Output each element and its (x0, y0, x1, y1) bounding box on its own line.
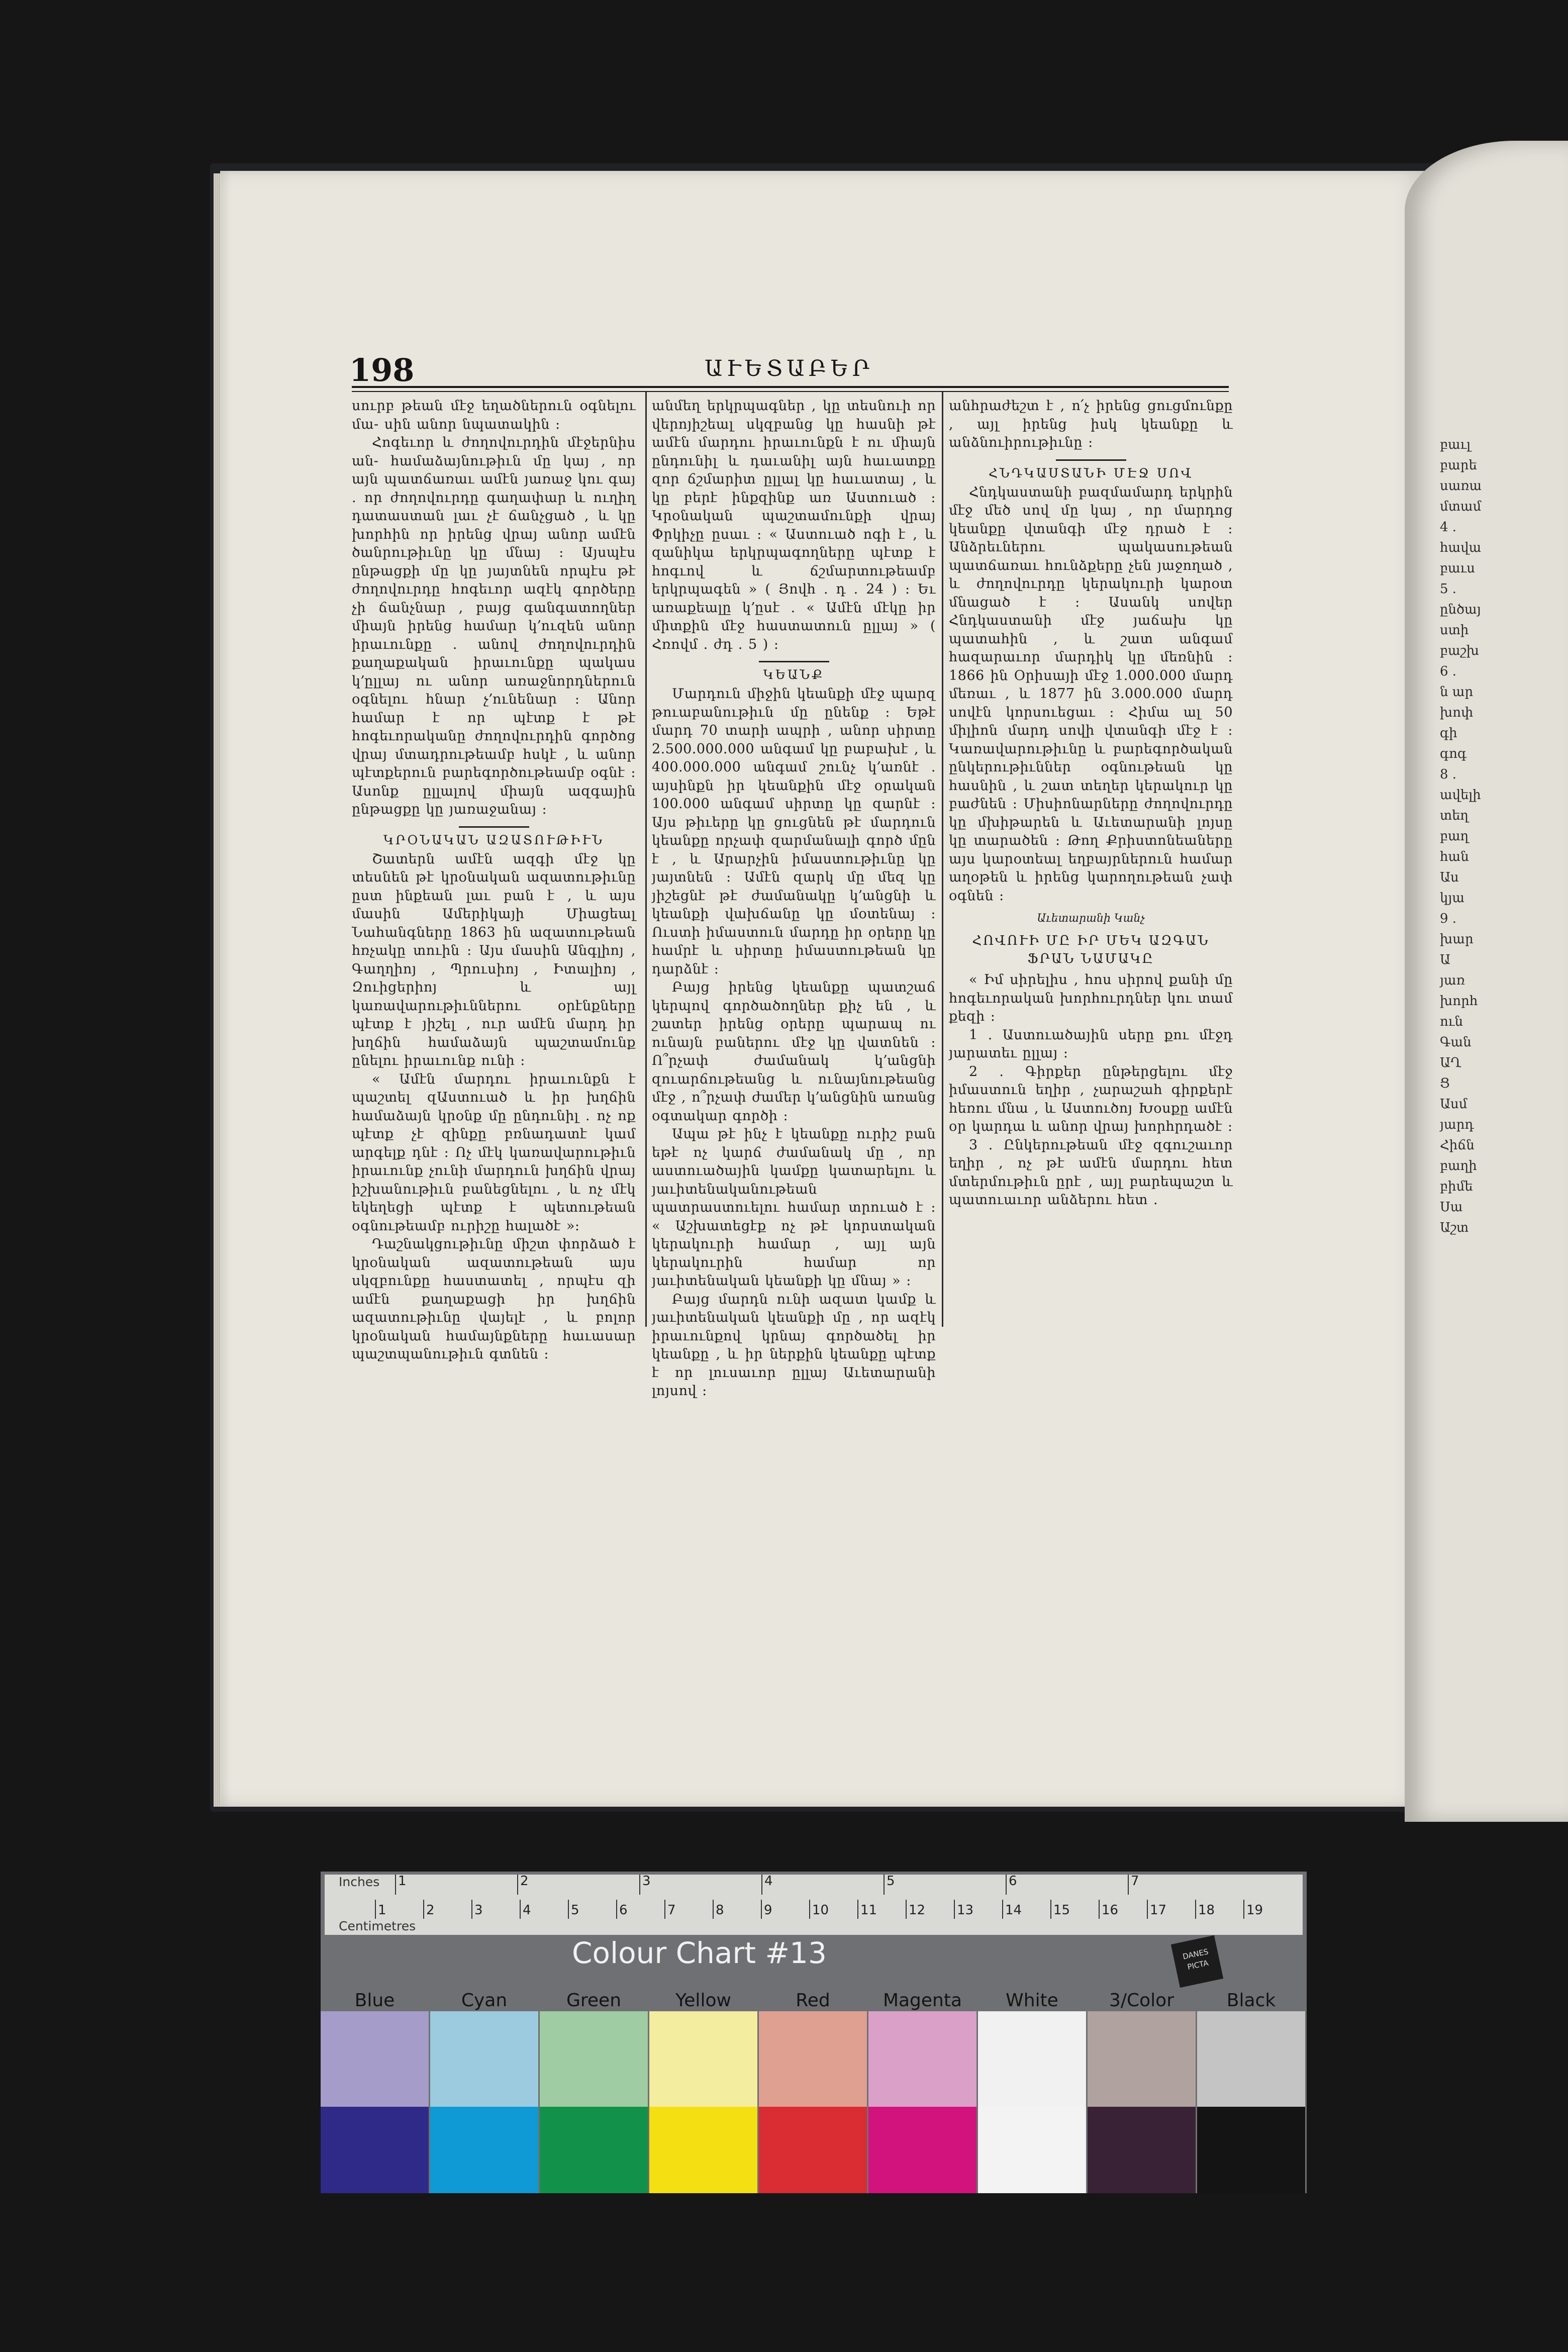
paragraph: 2 . Գիրքեր ընթերցելու մէջ իմաստուն եղիր , չարաշահ գիրքերէ հեռու մնա , և Աստուծոյ Խօսքը ամէն օր կարդա և անոր վրայ խորհրդածէ : (949, 1063, 1233, 1134)
facing-page-text: յարդ (1440, 1117, 1474, 1132)
ruler-inch-number: 4 (764, 1874, 773, 1889)
ruler-tick (423, 1900, 424, 1919)
facing-page-text: 5 . (1440, 581, 1457, 597)
swatch-label: Magenta (883, 1990, 962, 2011)
swatch-tint (321, 2011, 429, 2107)
facing-page-text: ավելի (1440, 788, 1481, 803)
ruler-inch-number: 5 (887, 1874, 895, 1889)
ruler-tick (1099, 1900, 1100, 1919)
paragraph: Հոգեւոր և ժողովուրդին մէջերնիս ան- համաձայնութիւն մը կայ , որ այն պատճառաւ ամէն յառաջ կու գայ . որ ժողովուրդը գաղափար և ուղիղ դատաստան լաւ չէ ճանչցած , և կը խորհին որ իրենց վրայ անոր ամէն ծանրութիւնը կը մնայ : Այսպէս ընթացքի մը կը յայտնեն որպէս թէ ժողովուրդը հոգեւոր ազէկ գործերը չի ճանչնար , բայց գանգատողներ միայն իրենց համար կ՚ուզեն անոր իրաւունքը . անով ժողովուրդին քաղաքական իրաւունքը պակաս կ՚ըլլայ ու անոր առաջնորդներուն օգնելու հնար չ՚ունենար : Անոր համար է որ պէտք է թէ հոգեւորականը ժողովուրդին գործոց վրայ մտադրութեամբ հսկէ , և անոր պէտքերուն բարեգործութեամբ օգնէ : Ասոնք ըլլալով միայն ազգային ընթացքը կը յառաջանայ : (352, 435, 636, 817)
danes-picta-logo: DANES PICTA (1171, 1935, 1223, 1988)
facing-page-text: բարե (1440, 458, 1477, 473)
paragraph: Դաշնակցութիւնը միշտ փորձած է կրօնական ազատութեան այս սկզբունքը հաստատել , որպէս զի ամէն քաղաքացի իր խղճին ազատութիւնը վայելէ , և բոլոր կրօնական համայնքները հաւասար պաշտպանութիւն գտնեն : (352, 1236, 636, 1362)
signature: Աւետարանի Կանչ (1037, 912, 1145, 925)
ruler-cm-number: 7 (667, 1903, 676, 1918)
swatch-solid (1088, 2107, 1196, 2193)
swatch-label: 3/Color (1109, 1990, 1174, 2011)
header-rule (352, 386, 1229, 392)
swatch-label: Red (796, 1990, 830, 2011)
facing-page-text: տեղ (1440, 808, 1469, 823)
paragraph: անհրաժեշտ է , ո՛չ իրենց ցուցմունքը , այլ իրենց իսկ կեանքը և անձնուիրութիւնը : (949, 398, 1233, 450)
paragraph: Մարդուն միջին կեանքի մէջ պարզ թուաբանութիւն մը ընենք : Եթէ մարդ 70 տարի ապրի , անոր սիրտը 2.500.000.000 անգամ կը բաբախէ , և 400.000.000 անգամ շունչ կ՚առնէ . այսինքն իր կեանքին մէջ օրական 100.000 անգամ սիրտը կը զարնէ : Այս թիւերը կը ցուցնեն թէ մարդուն կեանքը որչափ զարմանալի գործ մըն է , և Արարչին իմաստութիւնը կը յայտնեն : Ամէն զարկ մը մեզ կը յիշեցնէ թէ ժամանակը կ՚անցնի և կեանքի վախճանը կը մօտենայ : Ուստի իմաստուն մարդը իր օրերը կը համրէ և սիրտը իմաստութեան կը դարձնէ : (652, 686, 936, 977)
ruler-cm-number: 11 (860, 1903, 877, 1918)
swatch-solid (649, 2107, 757, 2193)
facing-page-text: 8 . (1440, 767, 1457, 782)
ruler-cm-number: 18 (1198, 1903, 1215, 1918)
paragraph: 1 . Աստուածային սերը քու մէջդ յարատեւ ըլլայ : (949, 1027, 1233, 1061)
ruler (325, 1875, 1303, 1935)
ruler-cm-number: 16 (1102, 1903, 1119, 1918)
ruler-tick (471, 1900, 472, 1919)
section-heading: ԿՐՕՆԱԿԱՆ ԱԶԱՏՈՒԹԻՒՆ (383, 832, 604, 847)
facing-page-text: բաւս (1440, 561, 1476, 576)
ruler-cm-number: 4 (523, 1903, 531, 1918)
facing-page-text: Գան (1440, 1035, 1472, 1050)
ruler-cm-number: 2 (426, 1903, 435, 1918)
ruler-tick (375, 1900, 376, 1919)
facing-page-text: մտամ (1440, 499, 1482, 514)
ruler-tick (517, 1875, 518, 1895)
ruler-tick (1243, 1900, 1244, 1919)
facing-page-text: գոգ (1440, 746, 1467, 761)
facing-page-text: ԱՂ (1440, 1055, 1461, 1070)
ruler-tick (520, 1900, 521, 1919)
page-header (349, 352, 1229, 387)
facing-page-text: յառ (1440, 973, 1465, 988)
section-heading: ԿԵԱՆՔ (763, 667, 825, 682)
column-divider (942, 392, 943, 1327)
swatch-label: White (1006, 1990, 1058, 2011)
ruler-inch-number: 3 (642, 1874, 651, 1889)
chart-title: Colour Chart #13 (572, 1936, 827, 1970)
facing-page-text: Ա (1440, 952, 1451, 967)
facing-page-text: Սա (1440, 1200, 1463, 1215)
section-heading: ՀՆԴԿԱՍՏԱՆԻ ՄԷՋ ՍՈՎ (988, 465, 1194, 480)
ruler-tick (1147, 1900, 1148, 1919)
swatch-solid (321, 2107, 429, 2193)
ruler-cm-number: 8 (716, 1903, 724, 1918)
swatch-tint (1088, 2011, 1196, 2107)
ruler-cm-number: 17 (1150, 1903, 1167, 1918)
ruler-cm-number: 6 (619, 1903, 628, 1918)
facing-page-text: ուն (1440, 1014, 1463, 1029)
swatch-tint (649, 2011, 757, 2107)
paragraph: սուրբ թեան մէջ եղածներուն օգնելու մա- սին անոր նպատակին : (352, 398, 636, 432)
right-column (949, 397, 1233, 1210)
ruler-tick (1002, 1900, 1003, 1919)
ruler-tick (713, 1900, 714, 1919)
facing-page-text: խոփ (1440, 705, 1474, 720)
ruler-tick (809, 1900, 810, 1919)
ruler-tick (568, 1900, 569, 1919)
ruler-tick (884, 1875, 885, 1895)
ruler-tick (395, 1875, 396, 1895)
paragraph: Բայց իրենց կեանքը պատշաճ կերպով գործածողներ քիչ են , և շատեր իրենց օրերը պարապ ու ունայն բաներու մէջ կը վատնեն : Ո՞րչափ ժամանակ կ՚անցնի զուարճութեանց և ունայնութեանց մէջ , ո՞րչափ ժամեր կ՚անցնին առանց օգտակար գործի : (652, 979, 936, 1124)
ruler-cm-number: 3 (474, 1903, 483, 1918)
ruler-cm-number: 12 (909, 1903, 926, 1918)
paragraph: Ապա թէ ինչ է կեանքը ուրիշ բան եթէ ոչ կարճ ժամանակ մը , որ աստուածային կամքը կատարելու և յաւիտենականութեան պատրաստուելու համար տրուած է : « Աշխատեցէք ոչ թէ կորստական կերակուրի համար , այլ այն կերակուրին համար որ յաւիտենական կեանքի կը մնայ » : (652, 1126, 936, 1289)
facing-page-text: բաշխ (1440, 643, 1479, 658)
facing-page-text: Հիճն (1440, 1138, 1475, 1153)
ruler-inch-number: 2 (520, 1874, 529, 1889)
ruler-tick (639, 1875, 640, 1895)
swatch-label: Green (566, 1990, 622, 2011)
ruler-tick (1006, 1875, 1007, 1895)
swatch-tint (759, 2011, 867, 2107)
ruler-inch-number: 6 (1009, 1874, 1017, 1889)
column-divider (645, 392, 647, 1327)
ruler-tick (1195, 1900, 1196, 1919)
swatch-tint (978, 2011, 1086, 2107)
facing-page-text: 9 . (1440, 911, 1457, 926)
facing-page-text: հավա (1440, 540, 1482, 555)
facing-page-text: բիմե (1440, 1179, 1473, 1194)
swatch-tint (430, 2011, 538, 2107)
ruler-tick (1050, 1900, 1051, 1919)
section-rule (1056, 459, 1126, 461)
ruler-cm-number: 10 (812, 1903, 829, 1918)
facing-page-text: Աշտ (1440, 1220, 1469, 1235)
facing-page-text: սառա (1440, 478, 1482, 494)
facing-page-text: ընծայ (1440, 602, 1481, 617)
swatch-tint (1197, 2011, 1305, 2107)
paragraph: 3 . Ընկերութեան մէջ զգուշաւոր եղիր , ոչ թէ ամէն մարդու հետ մտերմութիւն ըրէ , այլ բարեպաշտ և պատուաւոր անձերու հետ . (949, 1137, 1233, 1208)
section-heading: ՀՈՎՈՒԻ ՄԸ ԻՐ ՄԵԿ ԱԶԳԱՆ ՖՐԱՆ ՆԱՄԱԿԸ (972, 933, 1210, 966)
facing-page-text: բաղ (1440, 829, 1469, 844)
facing-page (1405, 141, 1568, 1822)
ruler-cm-number: 19 (1246, 1903, 1263, 1918)
facing-page-text: 4 . (1440, 520, 1457, 535)
swatch-solid (540, 2107, 648, 2193)
ruler-tick (761, 1875, 762, 1895)
facing-page-text: Աս (1440, 870, 1459, 885)
ruler-cm-label: Centimetres (339, 1919, 416, 1933)
ruler-cm-number: 14 (1005, 1903, 1022, 1918)
swatch-solid (978, 2107, 1086, 2193)
facing-page-text: հան (1440, 849, 1469, 864)
ruler-tick (616, 1900, 617, 1919)
ruler-tick (906, 1900, 907, 1919)
facing-page-text: Ց (1440, 1076, 1450, 1091)
ruler-cm-number: 9 (764, 1903, 772, 1918)
swatch-tint (868, 2011, 976, 2107)
paragraph: Հնդկաստանի բազմամարդ երկրին մէջ մեծ սով մը կայ , որ մարդոց կեանքը վտանգի մէջ դրած է : Անձրեւներու պակասութեան պատճառաւ հունձքերը չեն յաջողած , և ժողովուրդը կերակուրի կարօտ մնացած է : Ասանկ սովեր Հնդկաստանի մէջ յաճախ կը պատահին , և շատ անգամ հազարաւոր մարդիկ կը մեռնին : 1866 ին Օրիսայի մէջ 1.000.000 մարդ մեռաւ , և 1877 ին 3.000.000 մարդ սովէն կորսուեցաւ : Հիմա ալ 50 միլիոն մարդ սովի վտանգի մէջ է : Կառավարութիւնը և բարեգործական ընկերութիւններ օգնութեան կը հասնին , և շատ տեղեր կերակուր կը բաժնեն : Միսիոնարները ժողովուրդը կը մխիթարեն և Աւետարանի լոյսը կը տարածեն : Թող Քրիստոնեաները այս կարօտեալ եղբայրներուն համար աղօթեն և իրենց կարողութեան չափ օգնեն : (949, 484, 1233, 904)
swatch-solid (430, 2107, 538, 2193)
swatch-solid (759, 2107, 867, 2193)
facing-page-text: ստի (1440, 623, 1469, 638)
ruler-tick (1128, 1875, 1129, 1895)
facing-page-text: բաղի (1440, 1158, 1477, 1173)
section-rule (459, 826, 529, 828)
left-column (352, 397, 636, 1364)
paragraph: Բայց մարդն ունի ազատ կամք և յաւիտենական կեանքի մը , որ ազէկ իրաւունքով կրնայ գործածել իր կեանքը , և իր ներքին կեանքը պէտք է որ լուսաւոր ըլլայ Աւետարանի լոյսով : (652, 1291, 936, 1399)
swatch-label: Cyan (461, 1990, 508, 2011)
facing-page-text: գի (1440, 726, 1457, 741)
swatch-label: Blue (354, 1990, 395, 2011)
paragraph: անմեղ երկրպագներ , կը տեսնուի որ վերոյիշեալ սկզբանց կը հասնի թէ ամէն մարդու իրաւունքն է ու միայն ընդունիլ և դաւանիլ այն հաւատքը զոր ճշմարիտ ըլլալ կը հաւատայ , և կը բերէ ինքզինք առ Աստուած : Կրօնական պաշտամունքի վրայ Փրկիչը ըսաւ : « Աստուած ոգի է , և զանիկա երկրպագողները պէտք է հոգւով և ճշմարտութեամբ երկրպագեն » ( Յովհ . դ . 24 ) : Եւ առաքեալը կ՚ըսէ . « Ամէն մէկը իր միտքին մէջ հաստատուն ըլլայ » ( Հռովմ . ժդ . 5 ) : (652, 398, 936, 652)
ruler-cm-number: 5 (571, 1903, 579, 1918)
facing-page-text: 6 . (1440, 664, 1457, 679)
facing-page-text: ն ար (1440, 684, 1474, 700)
facing-page-text: խար (1440, 932, 1474, 947)
swatch-label: Black (1226, 1990, 1276, 2011)
ruler-cm-number: 1 (378, 1903, 386, 1918)
running-title: ԱՒԵՏԱԲԵՐ (704, 356, 874, 381)
swatch-solid (1197, 2107, 1305, 2193)
middle-column (652, 397, 936, 1401)
swatch-solid (868, 2107, 976, 2193)
page-number: 198 (349, 352, 415, 388)
section-rule (759, 661, 829, 662)
ruler-tick (664, 1900, 665, 1919)
facing-page-text: կյա (1440, 891, 1465, 906)
swatch-tint (540, 2011, 648, 2107)
ruler-inch-number: 1 (398, 1874, 407, 1889)
paragraph: « Իմ սիրելիս , հոս սիրով քանի մը հոգեւորական խորհուրդներ կու տամ քեզի : (949, 972, 1233, 1024)
ruler-cm-number: 13 (957, 1903, 974, 1918)
paragraph: Շատերն ամէն ազգի մէջ կը տեսնեն թէ կրօնական ազատութիւնը ըստ ինքեան լաւ բան է , և այս մասին Ամերիկայի Միացեալ Նահանգները 1863 ին ազատութեան հռչակը տուին : Այս մասին Անգլիոյ , Գաղղիոյ , Պրուսիոյ , Իտալիոյ , Զուիցերիոյ և այլ կառավարութիւններու օրէնքները պէտք է յիշել , ուր ամէն մարդ իր խղճին համաձայն պաշտամունք ընելու իրաւունք ունի : (352, 851, 636, 1068)
colour-chart (321, 1872, 1307, 2193)
ruler-inches-label: Inches (339, 1875, 380, 1889)
ruler-inch-number: 7 (1131, 1874, 1139, 1889)
paragraph: « Ամէն մարդու իրաւունքն է պաշտել զԱստուած և իր խղճին համաձայն կրօնք մը ընդունիլ . ոչ ոք պէտք չէ զինքը բռնադատէ կամ արգելք դնէ : Ոչ մէկ կառավարութիւն իրաւունք չունի մարդուն խղճին վրայ իշխանութիւն բանեցնելու , և ոչ մէկ եկեղեցի պէտք է պետութեան օգնութեամբ ուրիշը հալածէ »: (352, 1071, 636, 1234)
ruler-tick (954, 1900, 955, 1919)
ruler-cm-number: 15 (1053, 1903, 1070, 1918)
facing-page-text: բաւլ (1440, 437, 1471, 452)
ruler-tick (761, 1900, 762, 1919)
ruler-tick (857, 1900, 858, 1919)
swatch-label: Yellow (675, 1990, 731, 2011)
facing-page-text: Ասմ (1440, 1097, 1467, 1112)
facing-page-text: խորհ (1440, 994, 1478, 1009)
